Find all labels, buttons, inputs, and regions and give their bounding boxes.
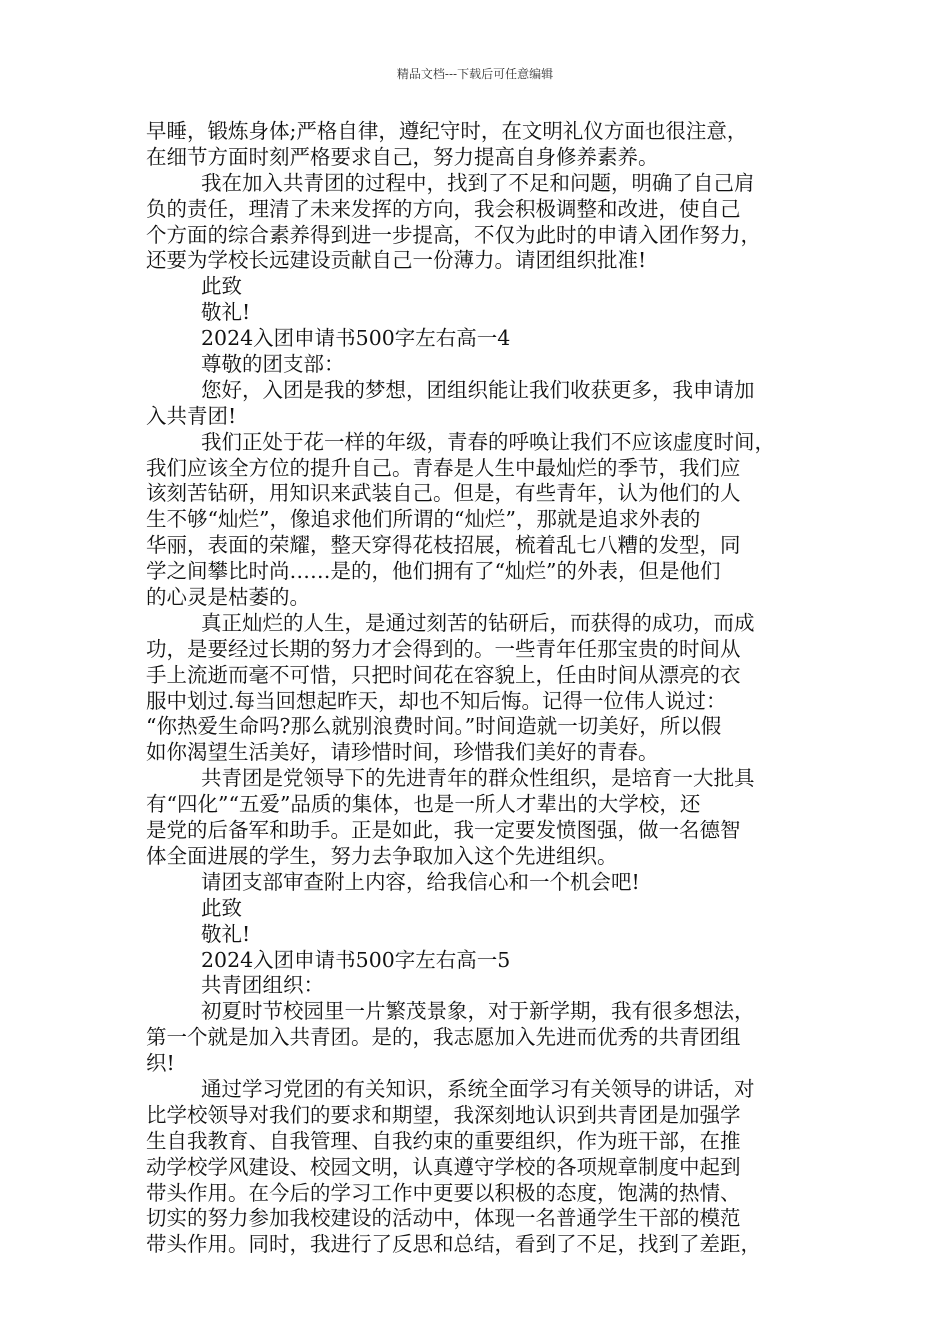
text-line: 尊敬的团支部： — [201, 352, 345, 377]
text-line: 如你渴望生活美好，请珍惜时间，珍惜我们美好的青春。 — [146, 740, 659, 765]
text-line: 我们正处于花一样的年级，青春的呼唤让我们不应该虚度时间， — [201, 429, 775, 454]
text-line: 通过学习党团的有关知识，系统全面学习有关领导的讲话，对 — [201, 1076, 755, 1101]
text-line: 请团支部审查附上内容，给我信心和一个机会吧! — [201, 869, 640, 894]
text-line: 比学校领导对我们的要求和期望，我深刻地认识到共青团是加强学 — [146, 1102, 741, 1127]
document-body — [146, 119, 814, 1258]
text-line: 体全面进展的学生，努力去争取加入这个先进组织。 — [146, 843, 618, 868]
text-line: 共青团是党领导下的先进青年的群众性组织，是培育一大批具 — [201, 766, 755, 791]
text-line: 2024入团申请书500字左右高一5 — [201, 947, 511, 972]
text-line: 初夏时节校园里一片繁茂景象，对于新学期，我有很多想法， — [201, 999, 755, 1024]
text-line: 服中划过.每当回想起昨天，却也不知后悔。记得一位伟人说过： — [146, 688, 727, 713]
text-line: 此致 — [201, 895, 242, 920]
text-line: 真正灿烂的人生，是通过刻苦的钻研后，而获得的成功，而成 — [201, 610, 755, 635]
text-line: 还要为学校长远建设贡献自己一份薄力。请团组织批准! — [146, 248, 647, 273]
text-line: 我们应该全方位的提升自己。青春是人生中最灿烂的季节，我们应 — [146, 455, 741, 480]
text-line: 在细节方面时刻严格要求自己，努力提高自身修养素养。 — [146, 144, 659, 169]
text-line: 入共青团! — [146, 403, 237, 428]
text-line: “你热爱生命吗?那么就别浪费时间。”时间造就一切美好，所以假 — [146, 714, 722, 739]
text-line: 生自我教育、自我管理、自我约束的重要组织，作为班干部，在推 — [146, 1128, 741, 1153]
text-line: 敬礼! — [201, 921, 251, 946]
text-line: 有“四化”“五爱”品质的集体，也是一所人才辈出的大学校，还 — [146, 792, 701, 817]
text-line: 该刻苦钻研，用知识来武装自己。但是，有些青年，认为他们的人 — [146, 481, 741, 506]
text-line: 功，是要经过长期的努力才会得到的。一些青年任那宝贵的时间从 — [146, 636, 741, 661]
text-line: 负的责任，理清了未来发挥的方向，我会积极调整和改进，使自己 — [146, 196, 741, 221]
text-line: 华丽，表面的荣耀，整天穿得花枝招展，梳着乱七八糟的发型，同 — [146, 533, 741, 558]
text-line: 生不够“灿烂”，像追求他们所谓的“灿烂”，那就是追求外表的 — [146, 507, 701, 532]
text-line: 学之间攀比时尚……是的，他们拥有了“灿烂”的外表，但是他们 — [146, 559, 721, 584]
text-line: 带头作用。同时，我进行了反思和总结，看到了不足，找到了差距， — [146, 1232, 761, 1257]
text-line: 我在加入共青团的过程中，找到了不足和问题，明确了自己肩 — [201, 170, 755, 195]
text-line: 带头作用。在今后的学习工作中更要以积极的态度，饱满的热情、 — [146, 1180, 741, 1205]
text-line: 的心灵是枯萎的。 — [146, 585, 310, 610]
page-header: 精品文档---下载后可任意编辑 — [396, 67, 554, 81]
text-line: 2024入团申请书500字左右高一4 — [201, 326, 511, 351]
text-line: 此致 — [201, 274, 242, 299]
text-line: 个方面的综合素养得到进一步提高，不仅为此时的申请入团作努力， — [146, 222, 761, 247]
text-line: 是党的后备军和助手。正是如此，我一定要发愤图强，做一名德智 — [146, 818, 741, 843]
text-line: 您好，入团是我的梦想，团组织能让我们收获更多，我申请加 — [201, 377, 755, 402]
text-line: 第一个就是加入共青团。是的，我志愿加入先进而优秀的共青团组 — [146, 1025, 741, 1050]
text-line: 手上流逝而毫不可惜，只把时间花在容貌上，任由时间从漂亮的衣 — [146, 662, 741, 687]
text-line: 织! — [146, 1051, 175, 1076]
text-line: 早睡，锻炼身体;严格自律，遵纪守时，在文明礼仪方面也很注意， — [146, 119, 748, 143]
text-line: 切实的努力参加我校建设的活动中，体现一名普通学生干部的模范 — [146, 1206, 741, 1231]
text-line: 共青团组织： — [201, 973, 324, 998]
text-line: 动学校学风建设、校园文明，认真遵守学校的各项规章制度中起到 — [146, 1154, 741, 1179]
text-line: 敬礼! — [201, 300, 251, 325]
